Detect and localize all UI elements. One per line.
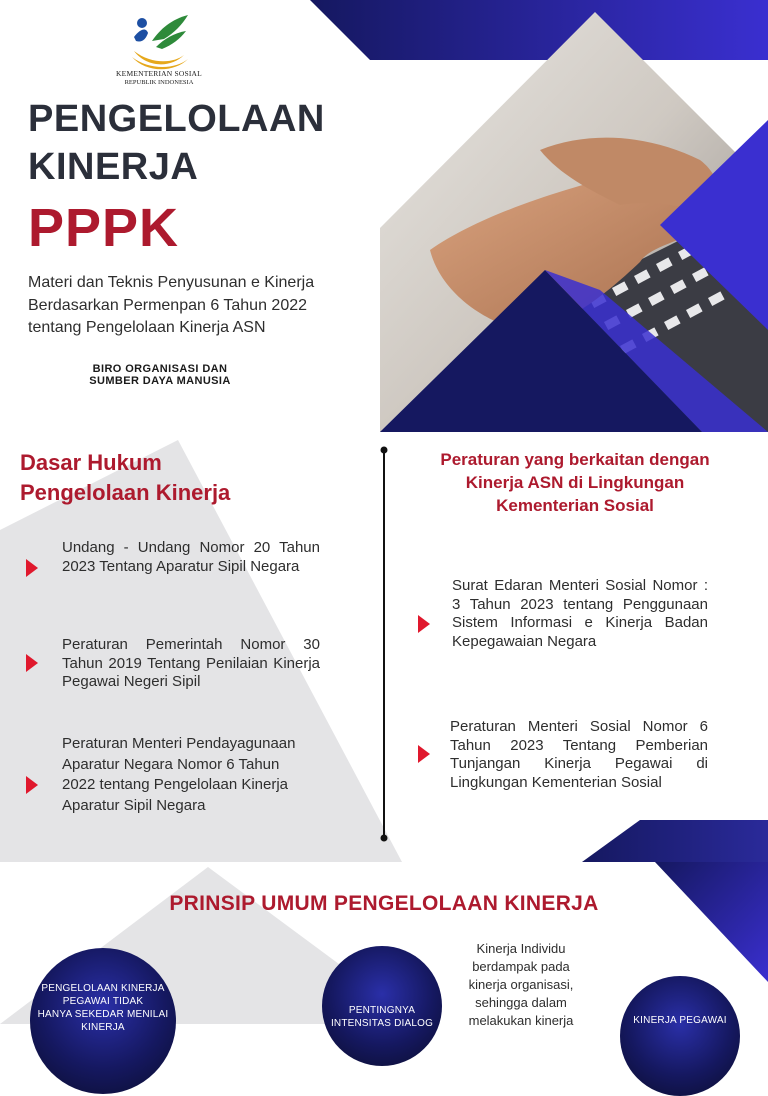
circle1-line4: KINERJA [81, 1022, 125, 1033]
text-block-line2: berdampak pada [472, 959, 570, 974]
peraturan-item-2: Peraturan Menteri Sosial Nomor 6 Tahun 2023 Tentang Pemberian Tunjangan Kinerja Pegawai di Lingkungan Kementerian Sosial [450, 718, 708, 791]
text-block-line4: sehingga dalam [475, 995, 567, 1010]
biro-line1: BIRO ORGANISASI DAN [92, 363, 228, 375]
biro-line2: SUMBER DAYA MANUSIA [89, 375, 231, 387]
dasar-hukum-item-2: Peraturan Pemerintah Nomor 30 Tahun 2019 Tentang Penilaian Kinerja Pegawai Negeri Sipil [62, 636, 320, 690]
list-arrow-icon [26, 654, 38, 672]
dasar-hukum-item-1: Undang - Undang Nomor 20 Tahun 2023 Tentang Aparatur Sipil Negara [62, 539, 320, 575]
principle-circle-3 [620, 976, 740, 1096]
circle1-line3: HANYA SEKEDAR MENILAI [37, 1009, 169, 1020]
text-block-line5: melakukan kinerja [468, 1013, 574, 1028]
logo-text-line2: REPUBLIK INDONESIA [124, 79, 194, 86]
principle-circle-1-text [30, 982, 176, 1034]
peraturan-item-1: Surat Edaran Menteri Sosial Nomor : 3 Tahun 2023 tentang Penggunaan Sistem Informasi e Kinerja Badan Kepegawaian Negara [452, 577, 708, 650]
dasar-hukum-heading-line2: Pengelolaan Kinerja [20, 480, 231, 505]
list-arrow-icon [418, 745, 430, 763]
legal-basis-section [0, 432, 768, 862]
logo-text-line1: KEMENTERIAN SOSIAL [116, 69, 202, 78]
text-block-line3: kinerja organisasi, [468, 977, 574, 992]
circle3-line1: KINERJA PEGAWAI [633, 1015, 727, 1026]
list-arrow-icon [26, 559, 38, 577]
circle1-line2: PEGAWAI TIDAK [62, 996, 144, 1007]
prinsip-heading: PRINSIP UMUM PENGELOLAAN KINERJA [169, 892, 599, 915]
circle2-line1: PENTINGNYA [348, 1005, 416, 1016]
bottom-blue-triangle [655, 862, 768, 982]
dasar-hukum-item-3: Peraturan Menteri Pendayagunaan Aparatur Negara Nomor 6 Tahun 2022 tentang Pengelolaan Kinerja Aparatur Sipil Negara [62, 735, 296, 814]
principles-section [0, 862, 768, 1033]
title-line2: KINERJA [28, 146, 199, 188]
mid-navy-band [582, 820, 768, 862]
peraturan-heading: Peraturan yang berkaitan dengan Kinerja ASN di Lingkungan Kementerian Sosial [440, 450, 710, 515]
biro-label [60, 363, 260, 387]
text-block-line1: Kinerja Individu [476, 941, 566, 956]
dasar-hukum-heading [20, 448, 230, 508]
circle1-line1: PENGELOLAAN KINERJA [41, 983, 165, 994]
cover-section [0, 0, 768, 432]
principle-circle-2-text [322, 1004, 442, 1030]
list-arrow-icon [418, 615, 430, 633]
principle-text-block [456, 940, 586, 1030]
top-blue-band [310, 0, 768, 60]
title-highlight: PPPK [28, 198, 180, 258]
circle2-line2: INTENSITAS DIALOG [330, 1018, 434, 1029]
title-line1: PENGELOLAAN [28, 98, 325, 140]
subtitle: Materi dan Teknis Penyusunan e Kinerja Berdasarkan Permenpan 6 Tahun 2022 tentang Pengelolaan Kinerja ASN [28, 274, 315, 336]
principle-circle-3-text [620, 1014, 740, 1027]
principle-circle-2 [322, 946, 442, 1066]
list-arrow-icon [26, 776, 38, 794]
dasar-hukum-heading-line1: Dasar Hukum [20, 450, 162, 475]
principle-circle-1 [30, 948, 176, 1094]
